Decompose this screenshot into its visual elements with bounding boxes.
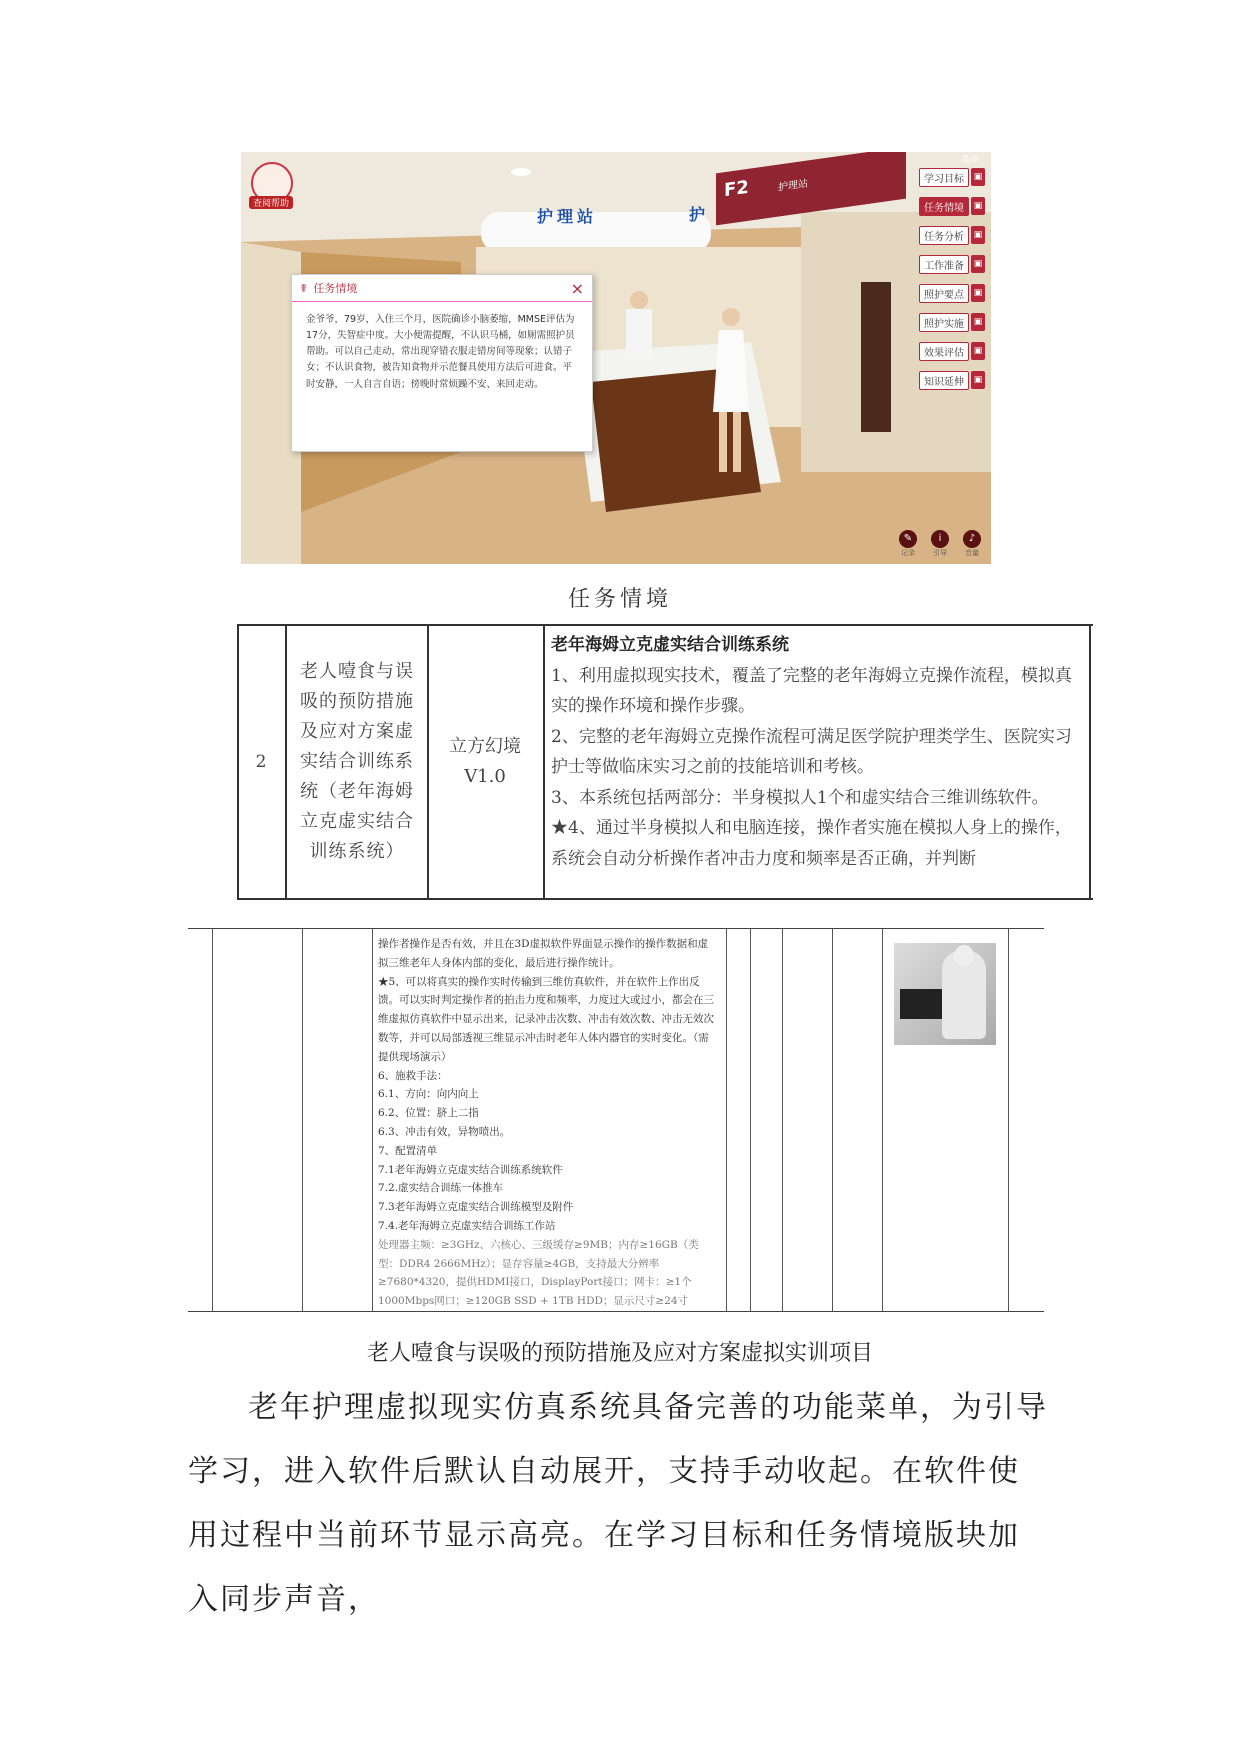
close-icon[interactable]: ×	[570, 278, 584, 298]
guide-button[interactable]	[929, 530, 951, 558]
body-paragraph: 老年护理虚拟现实仿真系统具备完善的功能菜单，为引导学习，进入软件后默认自动展开，支持手动收起。在软件使用过程中当前环节显示高亮。在学习目标和任务情境版块加入同步声音，	[188, 1390, 1048, 1617]
menu-item[interactable]	[909, 224, 985, 246]
spec-line: 6.2、位置：脐上二指	[378, 1107, 479, 1120]
menu-item[interactable]	[909, 166, 985, 188]
station-sign-text-2: 护	[689, 205, 706, 224]
spec-line: 6、施救手法：	[378, 1069, 448, 1082]
col-border	[372, 929, 373, 1311]
figure-caption-2: 老人噎食与误吸的预防措施及应对方案虚拟实训项目	[366, 1341, 873, 1366]
spec-line: 7.3老年海姆立克虚实结合训练模型及附件	[378, 1201, 574, 1214]
menu-item-label: 任务情境	[919, 197, 969, 216]
col-border	[750, 929, 751, 1311]
manikin-head	[954, 945, 974, 967]
spec-line: 6.3、冲击有效，异物喷出。	[378, 1125, 511, 1138]
pen-button[interactable]	[897, 530, 919, 558]
nurse-icon: ☤	[300, 281, 308, 295]
description	[551, 630, 1087, 874]
menu-item-label: 任务分析	[919, 226, 969, 245]
menu-item-label: 学习目标	[919, 168, 969, 187]
help-avatar-button[interactable]	[251, 162, 291, 208]
floor-number: F2	[724, 176, 749, 202]
menu-icon: ▣	[971, 226, 985, 244]
station-sign-text: 护理站	[537, 207, 598, 226]
spec-table-2	[188, 928, 1044, 1312]
spec-line: 7、配置清单	[378, 1144, 438, 1157]
col-border	[726, 929, 727, 1311]
pen-icon: ✎	[899, 530, 917, 548]
figure-caption-1: 任务情境	[567, 587, 672, 612]
desc-title: 老年海姆立克虚实结合训练系统	[551, 635, 789, 655]
menu-icon: ▣	[971, 313, 985, 331]
spec-line: 7.1老年海姆立克虚实结合训练系统软件	[378, 1163, 563, 1176]
avatar-label: 查阅帮助	[249, 196, 293, 209]
menu-icon: ▣	[971, 197, 985, 215]
menu-icon: ▣	[971, 284, 985, 302]
menu-icon: ▣	[971, 255, 985, 273]
control-box	[900, 989, 946, 1019]
manikin-photo	[894, 943, 996, 1045]
sound-icon: ♪	[963, 530, 981, 548]
menu-icon: ▣	[971, 342, 985, 360]
virtual-scene-screenshot	[241, 152, 991, 564]
dialog-body: 金爷爷，79岁，入住三个月，医院确诊小脑萎缩，MMSE评估为17分，失智症中度。大小便需提醒，不认识马桶，如厕需照护员帮助。可以自己走动，常出现穿错衣服走错房间等现象；认错子女；不认识食物，被告知食物并示范餐具使用方法后可进食。平时安静，一人自言自语；傍晚时常烦躁不安、来回走动。	[306, 314, 575, 390]
dialog-header	[292, 275, 592, 302]
menu-item[interactable]	[909, 340, 985, 362]
menu-item[interactable]	[909, 311, 985, 333]
menu-item-label: 知识延伸	[919, 371, 969, 390]
col-border	[212, 929, 213, 1311]
spec-line: ★5、可以将真实的操作实时传输到三维仿真软件，并在软件上作出反馈。可以实时判定操作者的拍击力度和频率，力度过大或过小，都会在三维虚拟仿真软件中显示出来，记录冲击次数、冲击有效次数、冲击无效次数等，并可以局部透视三维显示冲击时老年人体内器官的实时变化。（需提供现场演示）	[378, 975, 714, 1063]
sound-button[interactable]	[961, 530, 983, 558]
menu-item[interactable]	[909, 282, 985, 304]
task-scenario-dialog	[291, 274, 593, 452]
menu-item-label: 照护实施	[919, 313, 969, 332]
menu-item[interactable]	[909, 369, 985, 391]
col-border	[285, 626, 287, 898]
menu-item-label: 效果评估	[919, 342, 969, 361]
menu-item-label: 工作准备	[919, 255, 969, 274]
spec-line: 7.2.虚实结合训练一体推车	[378, 1182, 504, 1195]
guide-icon: i	[931, 530, 949, 548]
tool-label: 引导	[933, 549, 947, 557]
col-border	[1089, 626, 1091, 898]
tool-label: 音量	[965, 549, 979, 557]
spec-line: 6.1、方向：向内向上	[378, 1088, 479, 1101]
menu-title: 菜单	[960, 155, 979, 165]
menu-icon: ▣	[971, 168, 985, 186]
menu-item[interactable]	[909, 195, 985, 217]
hardware-spec: 处理器主频：≥3GHz、六核心、三级缓存≥9MB；内存≥16GB（类型：DDR4 2666MHz）；显存容量≥4GB，支持最大分辨率≥7680*4320，提供HDMI接口，DisplayPort接口；网卡：≥1个1000Mbps网口；≥120GB SSD + 1TB HDD；显示尺寸≥24寸	[378, 1238, 699, 1308]
floor-sign-text: 护理站	[778, 178, 808, 194]
menu-icon: ▣	[971, 371, 985, 389]
side-menu	[909, 166, 985, 398]
col-border	[882, 929, 883, 1311]
brand-cell	[427, 626, 543, 898]
version: V1.0	[464, 766, 506, 787]
dialog-title: 任务情境	[313, 282, 358, 295]
col-border	[302, 929, 303, 1311]
col-border	[543, 626, 545, 898]
spec-line: 操作者操作是否有效，并且在3D虚拟软件界面显示操作的操作数据和虚拟三维老年人身体内部的变化，最后进行操作统计。	[378, 938, 709, 969]
brand-name: 立方幻境	[449, 736, 521, 757]
desc-line: ★4、通过半身模拟人和电脑连接，操作者实施在模拟人身上的操作，系统会自动分析操作者冲击力度和频率是否正确，并判断	[551, 818, 1072, 869]
row-number: 2	[255, 752, 267, 772]
spec-text	[378, 935, 718, 1311]
menu-item[interactable]	[909, 253, 985, 275]
spec-line: 7.4.老年海姆立克虚实结合训练工作站	[378, 1219, 556, 1232]
desc-line: 1、利用虚拟现实技术，覆盖了完整的老年海姆立克操作流程，模拟真实的操作环境和操作步骤。	[551, 665, 1072, 716]
desc-line: 2、完整的老年海姆立克操作流程可满足医学院护理类学生、医院实习护士等做临床实习之前的技能培训和考核。	[551, 726, 1072, 777]
tool-label: 记录	[901, 549, 915, 557]
menu-item-label: 照护要点	[919, 284, 969, 303]
project-name: 老人噎食与误吸的预防措施及应对方案虚实结合训练系统（老年海姆立克虚实结合训练系统）	[300, 661, 414, 862]
desc-line: 3、本系统包括两部分：半身模拟人1个和虚实结合三维训练软件。	[551, 787, 1049, 808]
col-border	[1008, 929, 1009, 1311]
spec-table-1	[237, 624, 1093, 900]
col-border	[832, 929, 833, 1311]
col-border	[782, 929, 783, 1311]
bottom-toolbar	[897, 530, 983, 558]
